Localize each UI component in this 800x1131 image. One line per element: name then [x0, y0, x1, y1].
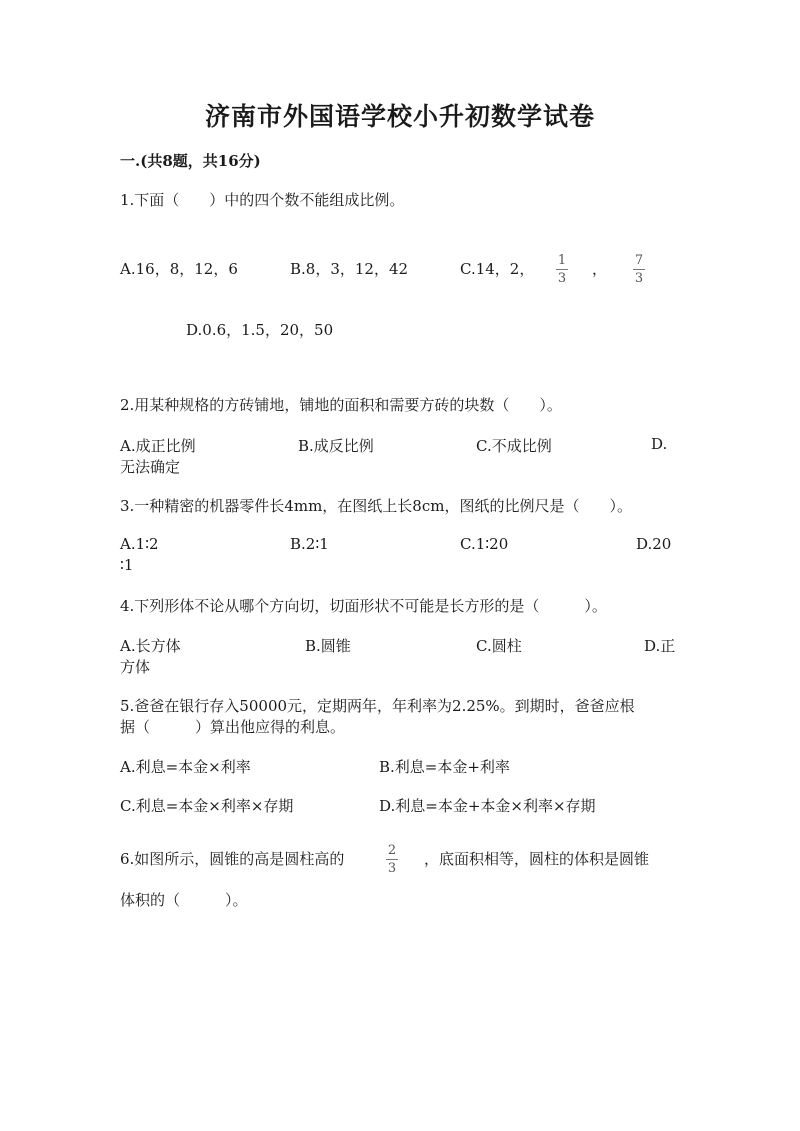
q4-option-d-text[interactable]: 方体 — [120, 658, 151, 676]
q2-option-d-text[interactable]: 无法确定 — [120, 458, 181, 476]
q5-option-a[interactable]: A.利息=本金×利率 — [120, 758, 251, 776]
question-1-text: 1.下面（ ）中的四个数不能组成比例。 — [120, 191, 405, 209]
q2-option-c[interactable]: C.不成比例 — [476, 437, 552, 455]
fraction-numerator: 7 — [634, 253, 644, 268]
page-title: 济南市外国语学校小升初数学试卷 — [204, 102, 595, 131]
q1-fraction-one-third — [556, 253, 568, 286]
section-heading: 一.(共8题，共16分) — [120, 152, 261, 170]
q2-option-d-label[interactable]: D. — [651, 435, 668, 453]
q6-fraction-two-thirds — [386, 843, 398, 876]
q5-option-b[interactable]: B.利息=本金+利率 — [379, 758, 510, 776]
q2-option-b[interactable]: B.成反比例 — [298, 437, 374, 455]
q1-option-b[interactable]: B.8，3，12，42 — [290, 260, 409, 278]
question-6-text-before: 6.如图所示，圆锥的高是圆柱高的 — [120, 850, 345, 868]
question-4-text: 4.下列形体不论从哪个方向切，切面形状不可能是长方形的是（ ）。 — [120, 597, 607, 615]
question-6-text-line2: 体积的（ ）。 — [120, 891, 248, 909]
fraction-denominator: 3 — [557, 271, 567, 286]
question-5-text-line2: 据（ ）算出他应得的利息。 — [120, 718, 346, 736]
question-5-text-line1: 5.爸爸在银行存入50000元，定期两年，年利率为2.25%。到期时，爸爸应根 — [120, 697, 635, 715]
q1-option-d[interactable]: D.0.6，1.5，20，50 — [186, 321, 334, 339]
q3-option-c[interactable]: C.1∶20 — [460, 535, 509, 553]
q4-option-c[interactable]: C.圆柱 — [476, 637, 522, 655]
fraction-bar — [556, 269, 568, 270]
fraction-bar — [386, 859, 398, 860]
q3-option-a[interactable]: A.1∶2 — [120, 535, 159, 553]
question-6-text-after: ，底面积相等，圆柱的体积是圆锥 — [424, 850, 650, 868]
q4-option-a[interactable]: A.长方体 — [120, 637, 181, 655]
q3-option-d-text[interactable]: ∶1 — [120, 556, 134, 574]
q4-option-b[interactable]: B.圆锥 — [305, 637, 351, 655]
fraction-denominator: 3 — [387, 861, 397, 876]
q1-option-c[interactable]: C.14，2， — [460, 260, 535, 278]
q3-option-b[interactable]: B.2∶1 — [290, 535, 329, 553]
q5-option-d[interactable]: D.利息=本金+本金×利率×存期 — [379, 797, 596, 815]
q2-option-a[interactable]: A.成正比例 — [120, 437, 196, 455]
fraction-denominator: 3 — [634, 271, 644, 286]
fraction-numerator: 2 — [387, 843, 397, 858]
q1-option-a[interactable]: A.16，8，12，6 — [120, 260, 238, 278]
fraction-numerator: 1 — [557, 253, 567, 268]
fraction-bar — [633, 269, 645, 270]
question-2-text: 2.用某种规格的方砖铺地，铺地的面积和需要方砖的块数（ ）。 — [120, 396, 562, 414]
q1-option-c-separator: ， — [592, 260, 608, 278]
q4-option-d-label[interactable]: D.正 — [644, 637, 676, 655]
q1-fraction-seven-thirds — [633, 253, 645, 286]
q3-option-d-label[interactable]: D.20 — [636, 535, 672, 553]
question-3-text: 3.一种精密的机器零件长4mm，在图纸上长8cm，图纸的比例尺是（ ）。 — [120, 497, 632, 515]
q5-option-c[interactable]: C.利息=本金×利率×存期 — [120, 797, 294, 815]
